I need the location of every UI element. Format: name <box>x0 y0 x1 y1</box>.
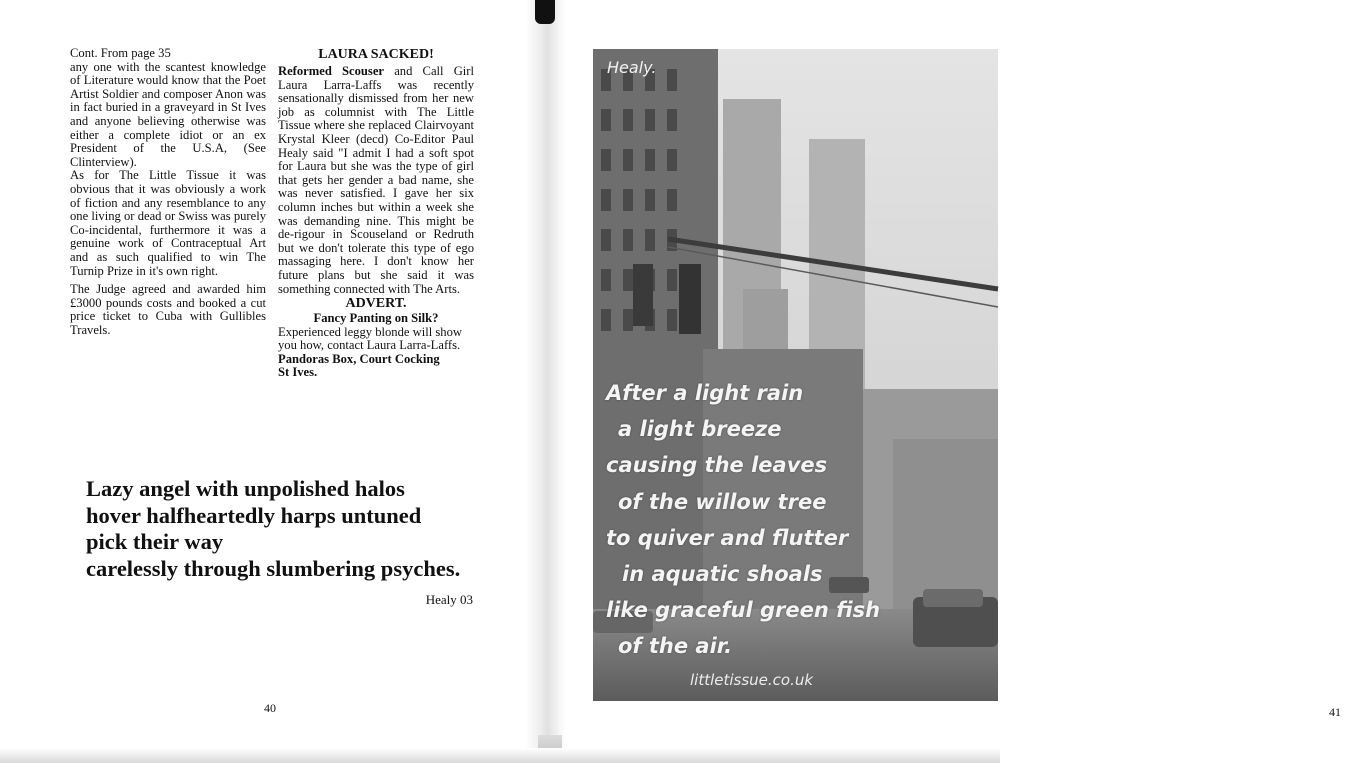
book-spine-top <box>535 0 555 24</box>
photo-poem-line: causing the leaves <box>606 453 828 478</box>
page-number-left: 40 <box>264 701 276 715</box>
article-column-left <box>70 47 266 342</box>
article-body-text: and Call Girl Laura Larra-Laffs was recently sensationally dismissed from her new job as columnist with The Little Tissue where she replaced Clairvoyant Krystal Kleer (decd) Co-Editor Paul Healy said "I admit I had a soft spot for Laura but she was the type of girl that gets her gender a bad name, she was never satisfied. I gave her six column inches but within a week she was demanding nine. This might be de-rigour in Scouseland or Redruth but we don't tolerate this type of ego massaging here. I don't know her future plans but she said it was something connected with The Arts. <box>278 64 475 296</box>
page-number-right: 41 <box>1329 705 1341 719</box>
photo-poem <box>606 375 996 665</box>
advert-body: Experienced leggy blonde will show you how, contact Laura Larra-Laffs. <box>278 324 462 353</box>
left-page <box>0 0 540 763</box>
photo-poem-line: of the air. <box>618 634 733 659</box>
article-body <box>278 65 474 296</box>
poem-signature: Healy 03 <box>425 592 473 607</box>
article-lead: Reformed Scouser <box>278 64 385 78</box>
photo-author-title: Healy. <box>607 58 657 77</box>
city-photo <box>593 49 998 701</box>
advert-contact-line1: Pandoras Box, Court Cocking <box>278 351 440 366</box>
article-paragraph: The Judge agreed and awarded him £3000 pounds costs and booked a cut price ticket to Cuba with Gullibles Travels. <box>70 282 266 337</box>
book-spine-shadow <box>525 0 565 763</box>
photo-poem-line: like graceful green fish <box>606 598 881 623</box>
article-paragraph: any one with the scantest knowledge of Literature would know that the Poet Artist Soldier and composer Anon was in fact buried in a graveyard in St Ives and anyone believing otherwise was either a complete idiot or an ex President of the U.S.A, (See Clinterview). <box>70 59 266 169</box>
article-column-right <box>278 47 474 380</box>
poem-line: carelessly through slumbering psyches. <box>86 555 461 581</box>
poem-line: pick their way <box>86 529 224 554</box>
article-headline: LAURA SACKED! <box>318 47 434 62</box>
poem-line: Lazy angel with unpolished halos <box>86 476 405 501</box>
advert-heading: ADVERT. <box>345 296 407 312</box>
photo-poem-line: of the willow tree <box>618 489 827 514</box>
photo-poem-line: a light breeze <box>618 417 782 442</box>
article-paragraph: As for The Little Tissue it was obvious that it was obviously a work of fiction and any resemblance to any one living or dead or Swiss was purely Co-incidental, furthermore it was a genuine work of Contraceptual Art and as such qualified to win The Turnip Prize in it's own right. <box>70 168 266 278</box>
photo-poem-line: to quiver and flutter <box>606 525 849 550</box>
poem-line: hover halfheartedly harps untuned <box>86 502 422 528</box>
advert-contact-line2: St Ives. <box>278 365 318 380</box>
advert-subtitle: Fancy Panting on Silk? <box>313 311 439 326</box>
photo-poem-line: in aquatic shoals <box>622 562 823 587</box>
poem <box>86 476 486 582</box>
photo-poem-line: After a light rain <box>606 381 804 405</box>
website-url: littletissue.co.uk <box>690 671 814 689</box>
continuation-note: Cont. From page 35 <box>70 46 171 60</box>
page-bottom-shadow <box>0 748 1000 763</box>
